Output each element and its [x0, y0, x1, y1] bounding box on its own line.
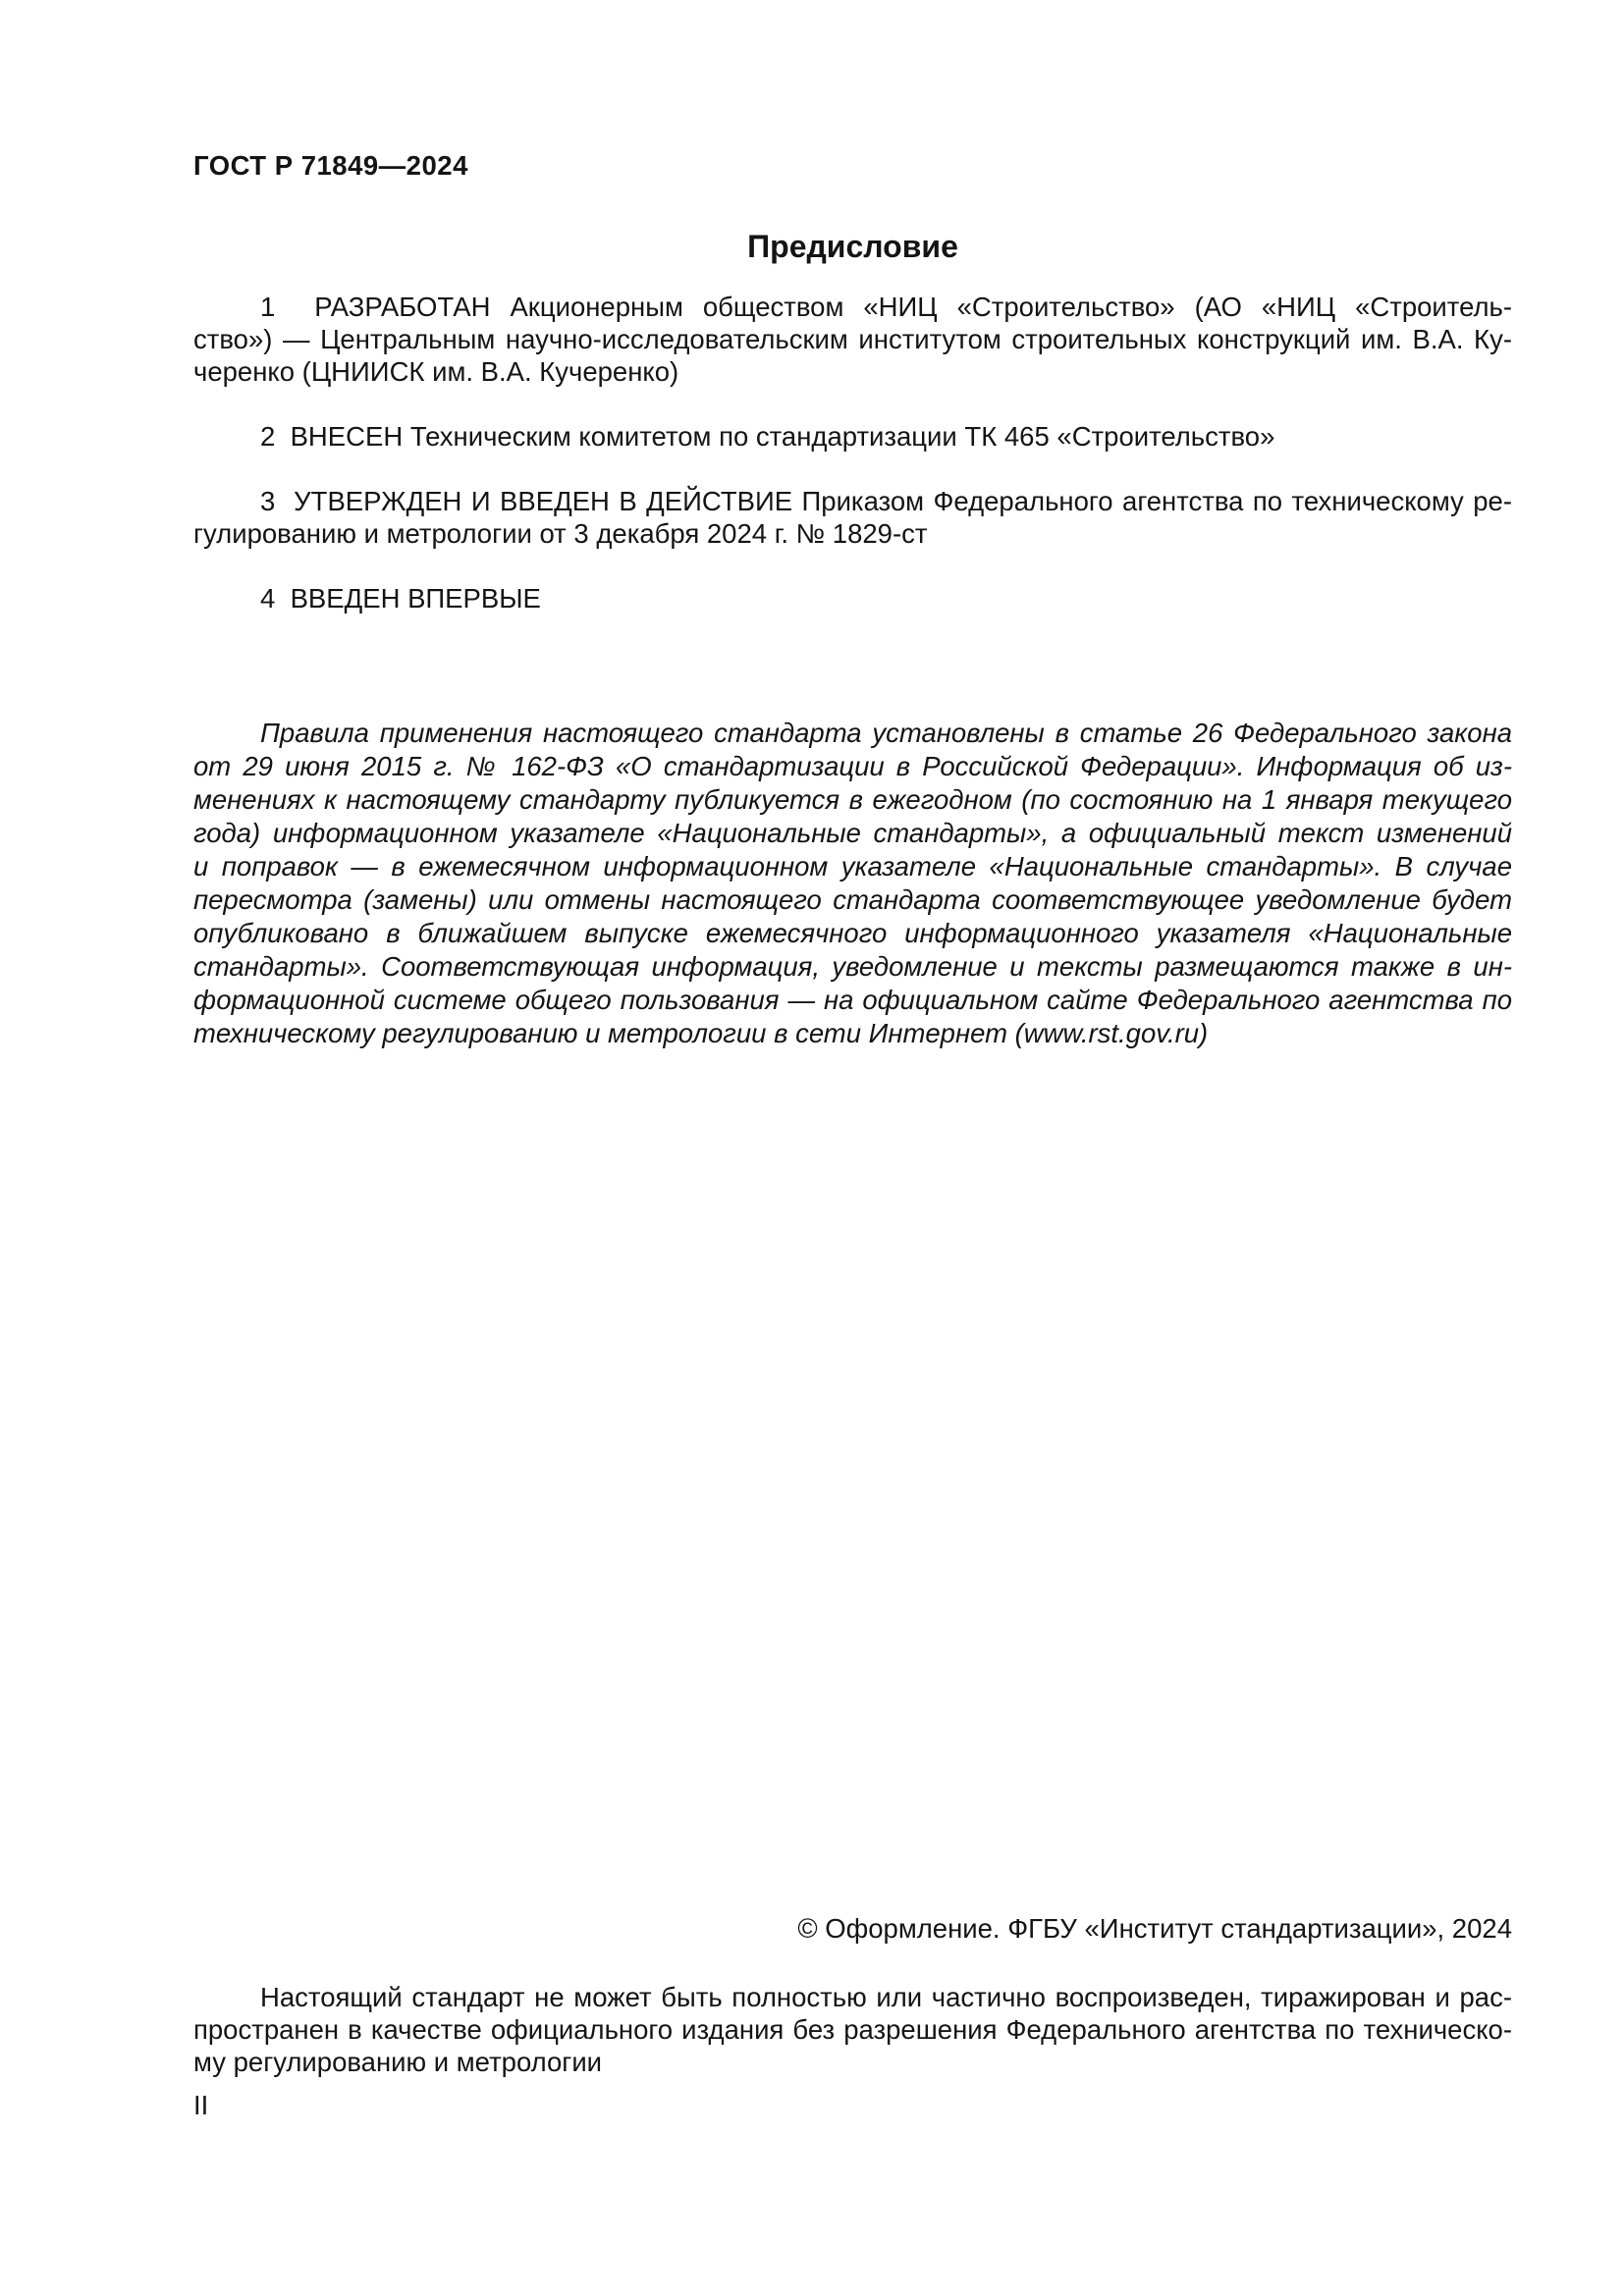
text-line: ство») — Центральным научно-исследовательским институтом строительных конструкций им. В.А. Ку-	[193, 324, 1512, 354]
reproduction-notice	[193, 1981, 1512, 2078]
application-rules-notice	[193, 717, 1512, 1050]
foreword-item-4	[193, 582, 1512, 614]
foreword-item-2	[193, 420, 1512, 453]
foreword-item-1	[193, 291, 1512, 388]
page-title: Предисловие	[747, 229, 958, 264]
text-line: пространен в качестве официального издания без разрешения Федерального агентства по техническо-	[193, 2014, 1512, 2045]
text-line: Настоящий стандарт не может быть полностью или частично воспроизведен, тиражирован и рас-	[260, 1982, 1512, 2012]
text-line: гулированию и метрологии от 3 декабря 2024 г. № 1829-ст	[193, 518, 928, 549]
text-line: 3 УТВЕРЖДЕН И ВВЕДЕН В ДЕЙСТВИЕ Приказом Федерального агентства по техническому ре-	[260, 486, 1512, 516]
text-line: 2 ВНЕСЕН Техническим комитетом по стандартизации ТК 465 «Строительство»	[260, 421, 1275, 452]
foreword-section	[193, 291, 1512, 614]
text-line: года) информационном указателе «Национальные стандарты», а официальный текст изменений	[193, 818, 1512, 848]
doc-code: ГОСТ Р 71849—2024	[193, 150, 468, 181]
text-line: 1 РАЗРАБОТАН Акционерным обществом «НИЦ «Строительство» (АО «НИЦ «Строитель-	[260, 292, 1512, 322]
text-line: техническому регулированию и метрологии в сети Интернет (www.rst.gov.ru)	[193, 1018, 1209, 1048]
text-line: черенко (ЦНИИСК им. В.А. Кучеренко)	[193, 356, 679, 387]
text-line: 4 ВВЕДЕН ВПЕРВЫЕ	[260, 583, 541, 614]
copyright-line: © Оформление. ФГБУ «Институт стандартизации», 2024	[797, 1913, 1512, 1944]
text-line: формационной системе общего пользования — на официальном сайте Федерального агентства по	[193, 985, 1512, 1015]
page-number: II	[193, 2090, 209, 2120]
text-line: от 29 июня 2015 г. № 162-ФЗ «О стандартизации в Российской Федерации». Информация об из-	[193, 751, 1512, 781]
text-line: и поправок — в ежемесячном информационном указателе «Национальные стандарты». В случае	[193, 851, 1512, 881]
text-line: менениях к настоящему стандарту публикуется в ежегодном (по состоянию на 1 января текущего	[193, 784, 1512, 815]
text-line: опубликовано в ближайшем выпуске ежемесячного информационного указателя «Национальные	[193, 918, 1512, 948]
text-line: му регулированию и метрологии	[193, 2047, 603, 2077]
foreword-item-3	[193, 485, 1512, 550]
text-line: стандарты». Соответствующая информация, уведомление и тексты размещаются также в ин-	[193, 951, 1512, 982]
text-line: пересмотра (замены) или отмены настоящего стандарта соответствующее уведомление будет	[193, 884, 1512, 915]
text-line: Правила применения настоящего стандарта установлены в статье 26 Федерального закона	[260, 718, 1512, 748]
